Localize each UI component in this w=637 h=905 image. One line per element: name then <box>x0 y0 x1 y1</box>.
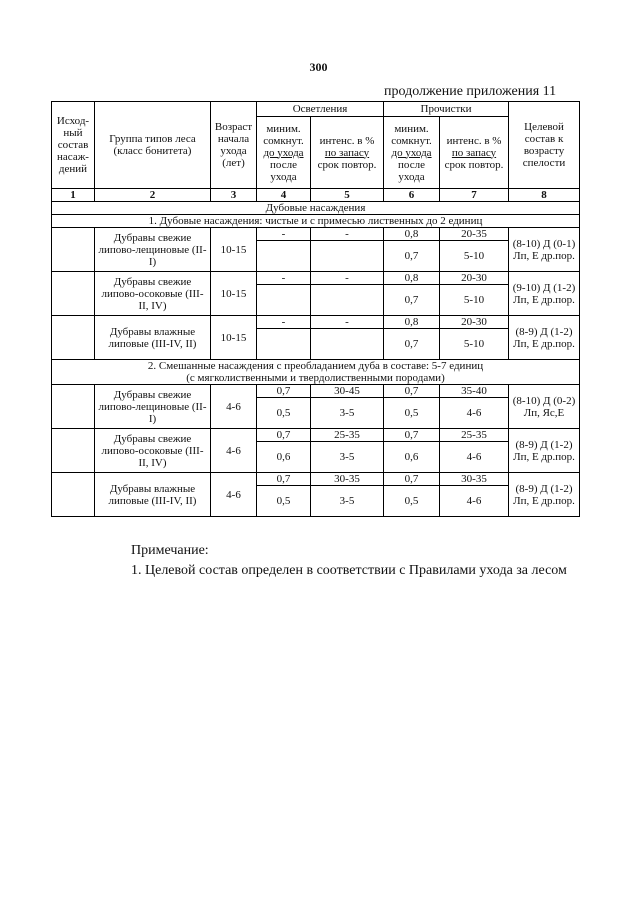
silviculture-table <box>51 101 580 517</box>
start-age-cell: 10-15 <box>211 272 257 316</box>
initial-stand-cell <box>52 385 95 429</box>
col-number: 2 <box>95 189 211 202</box>
section-2-heading: 2. Смешанные насаждения с преобладанием дуба в составе: 5-7 единиц (с мягколиственными и твердолиственными породами) <box>52 360 580 385</box>
column-numbers-row <box>52 189 580 202</box>
value-cell: - <box>257 228 311 241</box>
col-number: 8 <box>509 189 580 202</box>
table-row <box>52 316 580 329</box>
start-age-cell: 4-6 <box>211 385 257 429</box>
value-cell: 25-35 <box>311 429 384 442</box>
value-cell: - <box>257 272 311 285</box>
forest-type-cell: Дубравы свежие липово-лещиновые (II-I) <box>95 228 211 272</box>
value-cell: 35-40 <box>440 385 509 398</box>
value-cell: 0,5 <box>257 398 311 429</box>
value-cell <box>311 241 384 272</box>
value-cell: - <box>311 316 384 329</box>
value-cell: 0,7 <box>384 285 440 316</box>
table-row <box>52 272 580 285</box>
value-cell: 3-5 <box>311 442 384 473</box>
continuation-label: продолжение приложения 11 <box>384 84 557 99</box>
col-number: 1 <box>52 189 95 202</box>
table-row <box>52 429 580 442</box>
forest-type-cell: Дубравы свежие липово-осоковые (III-II, IV) <box>95 272 211 316</box>
value-cell: 0,8 <box>384 316 440 329</box>
forest-type-cell: Дубравы свежие липово-осоковые (III-II, IV) <box>95 429 211 473</box>
value-cell: 5-10 <box>440 329 509 360</box>
header-intens-proch: интенс. в % по запасу срок повтор. <box>440 117 509 189</box>
header-intens-osv: интенс. в % по запасу срок повтор. <box>311 117 384 189</box>
value-cell: - <box>311 272 384 285</box>
target-composition-cell: (9-10) Д (1-2) Лп, Е др.пор. <box>509 272 580 316</box>
target-composition-cell: (8-10) Д (0-1) Лп, Е др.пор. <box>509 228 580 272</box>
target-composition-cell: (8-9) Д (1-2) Лп, Е др.пор. <box>509 473 580 517</box>
section-2-rows <box>52 385 580 517</box>
col-number: 7 <box>440 189 509 202</box>
value-cell: 0,5 <box>384 398 440 429</box>
initial-stand-cell <box>52 316 95 360</box>
note-item: 1. Целевой состав определен в соответствии с Правилами ухода за лесом <box>131 563 567 578</box>
table-row <box>52 228 580 241</box>
value-cell: 0,7 <box>384 241 440 272</box>
header-col8: Целевой состав к возрасту спелости <box>509 102 580 189</box>
value-cell <box>257 285 311 316</box>
value-cell: 5-10 <box>440 241 509 272</box>
header-min-proch: миним. сомкнут. до ухода после ухода <box>384 117 440 189</box>
header-prochistki: Прочистки <box>384 102 509 117</box>
target-composition-cell: (8-10) Д (0-2) Лп, Яс,Е <box>509 385 580 429</box>
col-number: 4 <box>257 189 311 202</box>
forest-type-cell: Дубравы влажные липовые (III-IV, II) <box>95 316 211 360</box>
note-title: Примечание: <box>131 543 209 558</box>
value-cell: 0,7 <box>384 473 440 486</box>
value-cell: 0,6 <box>257 442 311 473</box>
value-cell: 3-5 <box>311 486 384 517</box>
value-cell: 0,7 <box>257 473 311 486</box>
initial-stand-cell <box>52 429 95 473</box>
value-cell: 0,7 <box>384 329 440 360</box>
page-number: 300 <box>309 60 328 74</box>
header-min-osv: миним. сомкнут. до ухода после ухода <box>257 117 311 189</box>
value-cell: 0,6 <box>384 442 440 473</box>
value-cell: 20-35 <box>440 228 509 241</box>
value-cell: 0,8 <box>384 228 440 241</box>
value-cell: 0,5 <box>384 486 440 517</box>
header-col2: Группа типов леса (класс бонитета) <box>95 102 211 189</box>
value-cell: - <box>311 228 384 241</box>
value-cell: 30-45 <box>311 385 384 398</box>
col-number: 3 <box>211 189 257 202</box>
initial-stand-cell <box>52 473 95 517</box>
value-cell <box>311 329 384 360</box>
value-cell <box>257 329 311 360</box>
table-row <box>52 385 580 398</box>
header-col1: Исход-ный состав насаж-дений <box>52 102 95 189</box>
header-col3: Возраст начала ухода (лет) <box>211 102 257 189</box>
forest-type-cell: Дубравы свежие липово-лещиновые (II-I) <box>95 385 211 429</box>
value-cell: 0,7 <box>384 385 440 398</box>
value-cell: 4-6 <box>440 486 509 517</box>
header-osvetleniya: Осветления <box>257 102 384 117</box>
value-cell: 25-35 <box>440 429 509 442</box>
value-cell: 30-35 <box>311 473 384 486</box>
value-cell <box>257 241 311 272</box>
value-cell: 3-5 <box>311 398 384 429</box>
section-1-heading: 1. Дубовые насаждения: чистые и с примесью лиственных до 2 единиц <box>52 215 580 228</box>
target-composition-cell: (8-9) Д (1-2) Лп, Е др.пор. <box>509 316 580 360</box>
value-cell: 4-6 <box>440 442 509 473</box>
value-cell: - <box>257 316 311 329</box>
start-age-cell: 4-6 <box>211 429 257 473</box>
start-age-cell: 4-6 <box>211 473 257 517</box>
target-composition-cell: (8-9) Д (1-2) Лп, Е др.пор. <box>509 429 580 473</box>
col-number: 5 <box>311 189 384 202</box>
initial-stand-cell <box>52 228 95 272</box>
value-cell: 4-6 <box>440 398 509 429</box>
value-cell: 0,7 <box>257 385 311 398</box>
start-age-cell: 10-15 <box>211 228 257 272</box>
value-cell: 0,5 <box>257 486 311 517</box>
section-title: Дубовые насаждения <box>52 202 580 215</box>
value-cell: 0,7 <box>384 429 440 442</box>
initial-stand-cell <box>52 272 95 316</box>
value-cell: 0,7 <box>257 429 311 442</box>
value-cell: 20-30 <box>440 272 509 285</box>
section-1-rows <box>52 228 580 360</box>
value-cell: 0,8 <box>384 272 440 285</box>
forest-type-cell: Дубравы влажные липовые (III-IV, II) <box>95 473 211 517</box>
table-row <box>52 473 580 486</box>
value-cell <box>311 285 384 316</box>
value-cell: 20-30 <box>440 316 509 329</box>
value-cell: 5-10 <box>440 285 509 316</box>
value-cell: 30-35 <box>440 473 509 486</box>
col-number: 6 <box>384 189 440 202</box>
start-age-cell: 10-15 <box>211 316 257 360</box>
